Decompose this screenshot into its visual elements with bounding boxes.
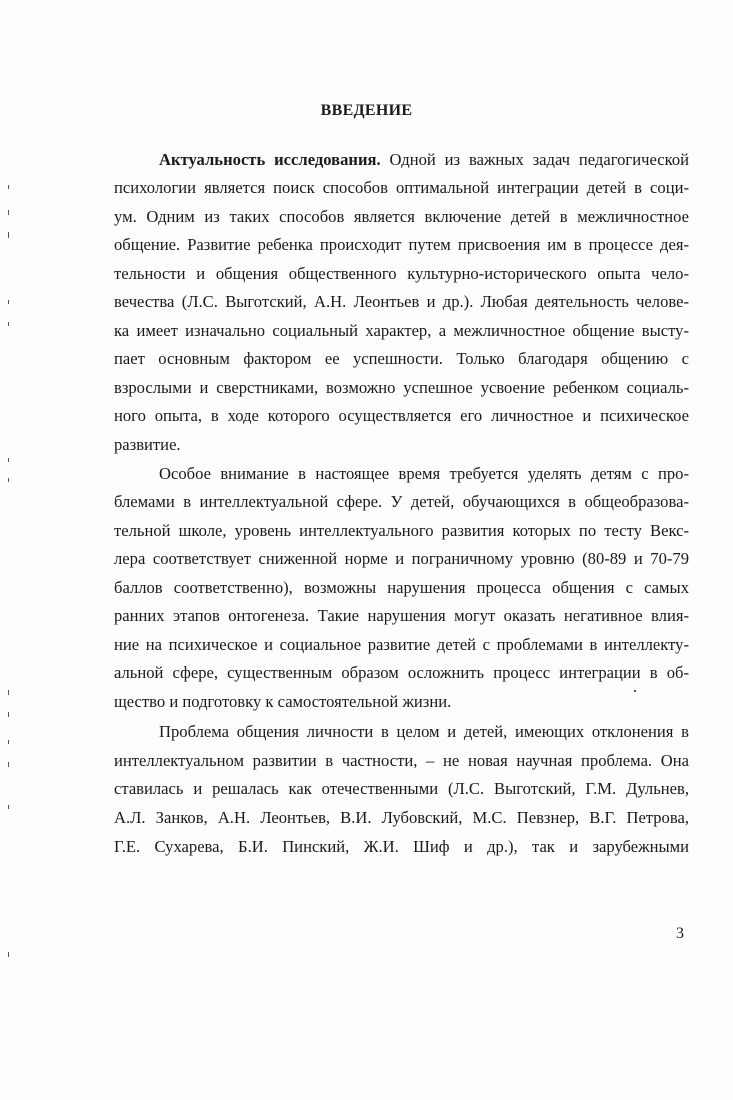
scan-speck (634, 690, 636, 692)
text-line: ка имеет изначально социальный характер, а межличностное общение высту- (114, 321, 689, 340)
text-line (159, 148, 689, 172)
text-line: тельности и общения общественного культурно-исторического опыта чело- (114, 264, 689, 283)
scan-speck (8, 712, 9, 717)
scan-speck (8, 210, 9, 215)
text-line: блемами в интеллектуальной сфере. У детей, обучающихся в общеобразова- (114, 492, 689, 511)
text-line: ум. Одним из таких способов является включение детей в межличностное (114, 207, 689, 226)
text-line: Особое внимание в настоящее время требуется уделять детям с про- (159, 464, 689, 483)
text-line: интеллектуальном развитии в частности, – не новая научная проблема. Она (114, 751, 689, 770)
text-line: ного опыта, в ходе которого осуществляется его личностное и психическое (114, 406, 689, 425)
scan-speck (8, 740, 9, 744)
text-line: общение. Развитие ребенка происходит путем присвоения им в процессе дея- (114, 235, 689, 254)
text-line: щество и подготовку к самостоятельной жизни. (114, 692, 452, 711)
text-line: Г.Е. Сухарева, Б.И. Пинский, Ж.И. Шиф и др.), так и зарубежными (114, 837, 689, 856)
scan-speck (8, 458, 9, 462)
text-line: ранних этапов онтогенеза. Такие нарушения могут оказать негативное влия- (114, 606, 689, 625)
scan-speck (8, 952, 9, 957)
text-line: пает основным фактором ее успешности. Только благодаря общению с (114, 349, 689, 368)
page-number: 3 (676, 925, 684, 942)
text-line: альной сфере, существенным образом осложнить процесс интеграции в об- (114, 663, 689, 682)
scan-speck (8, 762, 9, 767)
text-line: ставилась и решалась как отечественными (Л.С. Выготский, Г.М. Дульнев, (114, 779, 689, 798)
lead-bold-heading: Актуальность исследования. (159, 150, 381, 169)
text-line: ние на психическое и социальное развитие детей с проблемами в интеллекту- (114, 635, 689, 654)
text-line: развитие. (114, 435, 181, 454)
page-title: ВВЕДЕНИЕ (320, 102, 413, 119)
text-line: Проблема общения личности в целом и детей, имеющих отклонения в (159, 722, 689, 741)
text-line: А.Л. Занков, А.Н. Леонтьев, В.И. Лубовский, М.С. Певзнер, В.Г. Петрова, (114, 808, 689, 827)
text-line: тельной школе, уровень интеллектуального развития которых по тесту Векс- (114, 521, 689, 540)
scan-speck (8, 232, 9, 238)
text-line: взрослыми и сверстниками, возможно успешное усвоение ребенком социаль- (114, 378, 689, 397)
scan-speck (8, 690, 9, 695)
text-line: психологии является поиск способов оптимальной интеграции детей в соци- (114, 178, 689, 197)
scan-speck (8, 300, 9, 304)
scan-speck (8, 805, 9, 809)
text-line: баллов соответственно), возможны нарушения процесса общения с самых (114, 578, 689, 597)
text-line-content: Одной из важных задач педагогической (380, 150, 689, 169)
scan-speck (8, 478, 9, 482)
text-line: вечества (Л.С. Выготский, А.Н. Леонтьев и др.). Любая деятельность челове- (114, 292, 689, 311)
scan-speck (8, 185, 9, 189)
scan-speck (8, 322, 9, 326)
text-line: лера соответствует сниженной норме и пограничному уровню (80-89 и 70-79 (114, 549, 689, 568)
